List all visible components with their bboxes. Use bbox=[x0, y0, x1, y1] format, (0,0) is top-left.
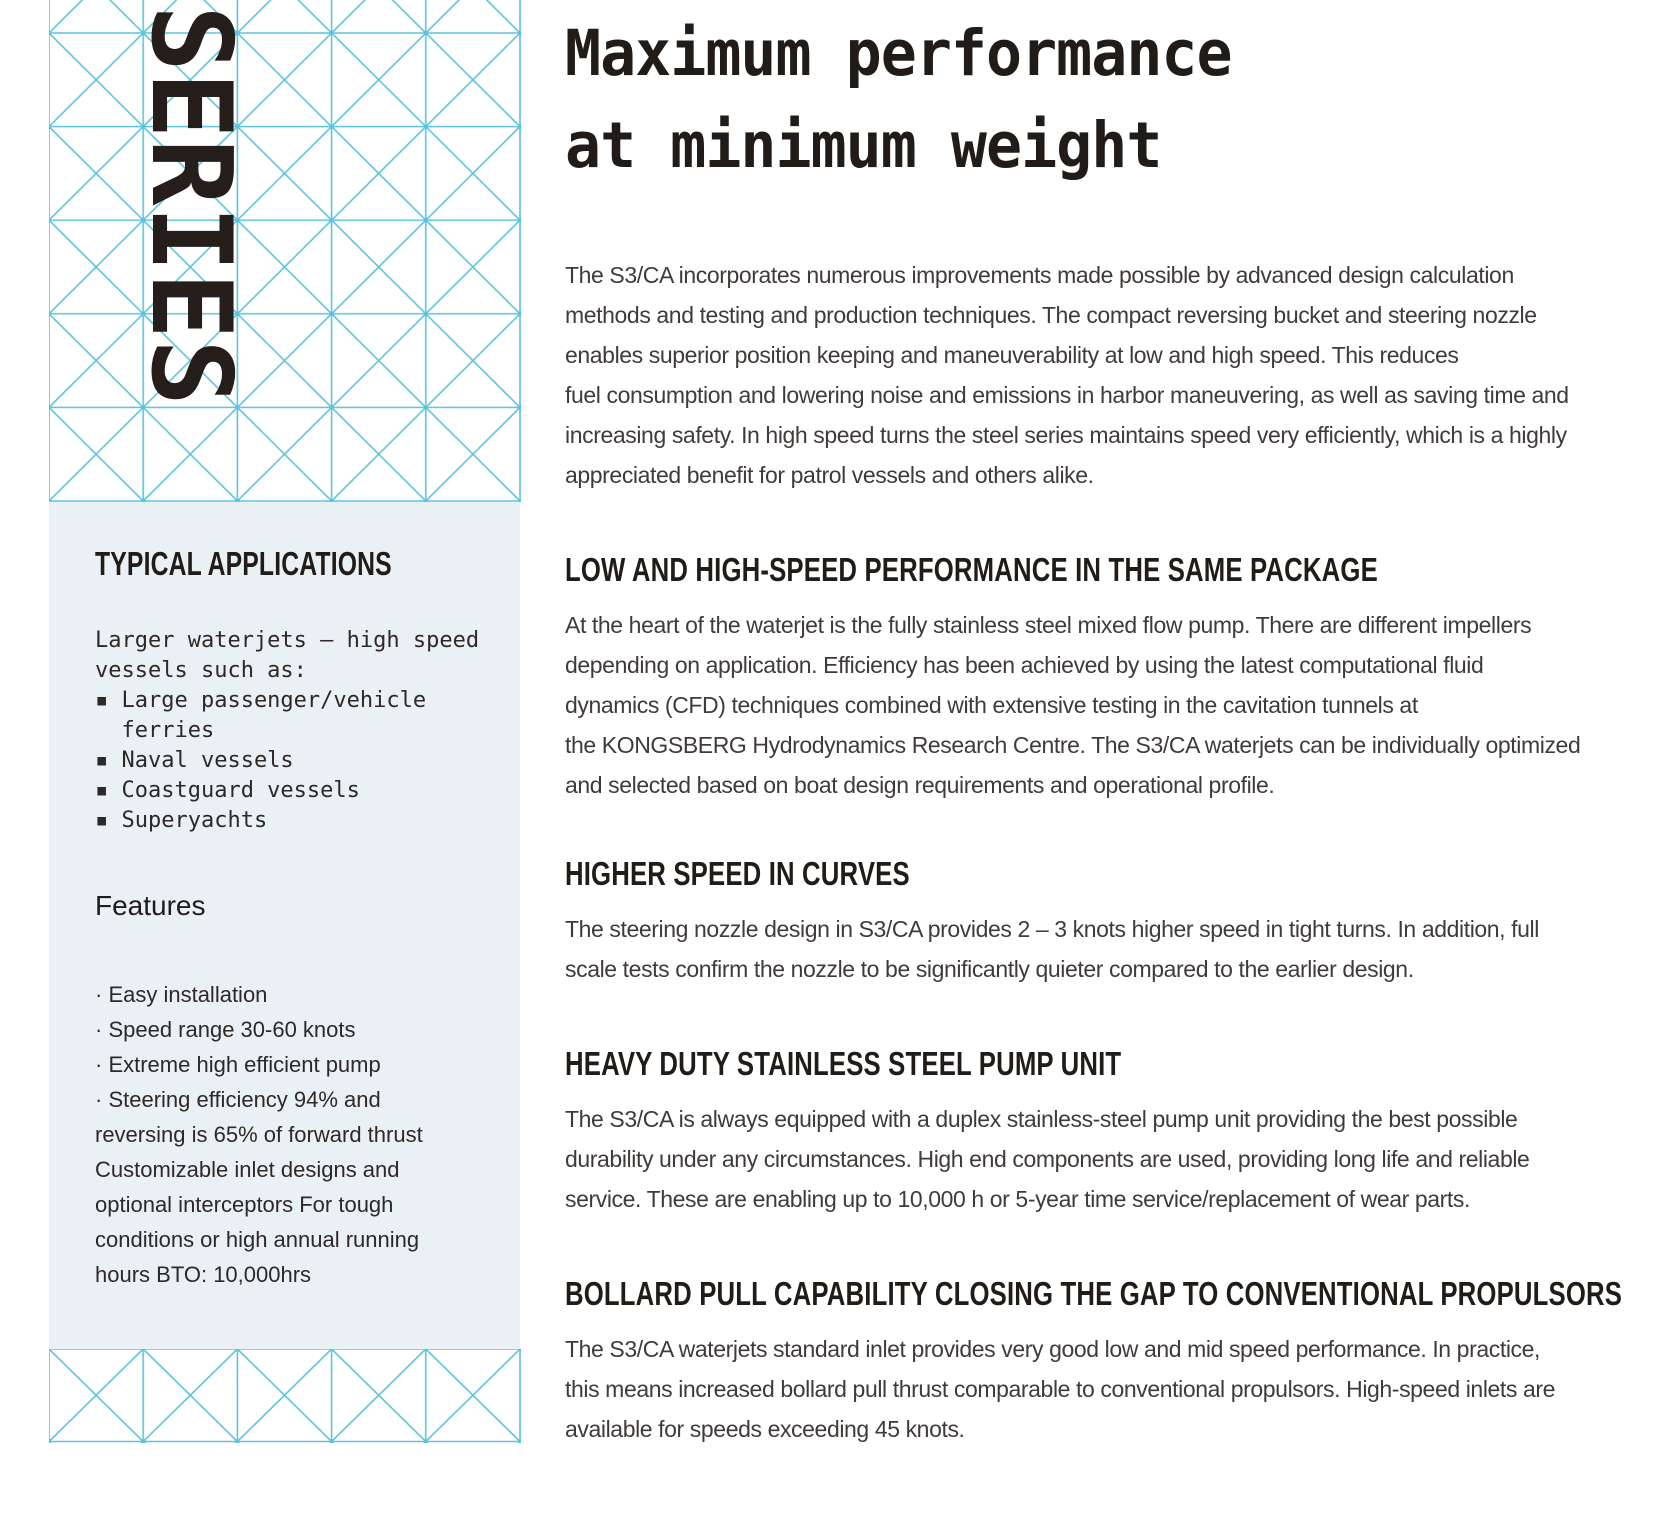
section-body: The steering nozzle design in S3/CA provides 2 – 3 knots higher speed in tight turns. In addition, full scale tests confirm the nozzle to be significantly quieter compared to the earlier design. bbox=[565, 916, 1539, 982]
section-heavy-duty-pump bbox=[565, 1045, 1529, 1219]
features-list: · Easy installation · Speed range 30-60 knots · Extreme high efficient pump · Steering efficiency 94% and reversing is 65% of forward thrust Customizable inlet designs and optional interceptors For tough conditions or high annual running hours BTO: 10,000hrs bbox=[95, 982, 423, 1287]
typical-applications-heading: TYPICAL APPLICATIONS bbox=[95, 545, 392, 582]
section-heading: BOLLARD PULL CAPABILITY CLOSING THE GAP TO CONVENTIONAL PROPULSORS bbox=[565, 1275, 1623, 1312]
section-heading: LOW AND HIGH-SPEED PERFORMANCE IN THE SAME PACKAGE bbox=[565, 551, 1378, 588]
section-body: The S3/CA is always equipped with a duplex stainless-steel pump unit providing the best possible durability under any circumstances. High end components are used, providing long life and reliable service. These are enabling up to 10,000 h or 5-year time service/replacement of wear parts. bbox=[565, 1106, 1530, 1212]
sidebar-info-panel bbox=[49, 502, 520, 1349]
section-body: At the heart of the waterjet is the fully stainless steel mixed flow pump. There are different impellers depending on application. Efficiency has been achieved by using the latest computational fluid dynamics (CFD) techniques combined with extensive testing in the cavitation tunnels at the KONGSBERG Hydrodynamics Research Centre. The S3/CA waterjets can be individually optimized and selected based on boat design requirements and operational profile. bbox=[565, 612, 1581, 798]
section-bollard-pull bbox=[565, 1275, 1660, 1449]
section-low-high-speed bbox=[565, 551, 1607, 805]
triangle-grid-pattern-top bbox=[49, 0, 521, 502]
features-heading: Features bbox=[95, 890, 206, 921]
section-heading: HEAVY DUTY STAINLESS STEEL PUMP UNIT bbox=[565, 1045, 1122, 1082]
section-body: The S3/CA waterjets standard inlet provides very good low and mid speed performance. In practice, this means increased bollard pull thrust comparable to conventional propulsors. High-speed inlets are available for speeds exceeding 45 knots. bbox=[565, 1336, 1556, 1442]
section-higher-speed-curves bbox=[565, 855, 1539, 989]
section-heading: HIGHER SPEED IN CURVES bbox=[565, 855, 910, 892]
intro-paragraph: The S3/CA incorporates numerous improvements made possible by advanced design calculation methods and testing and production techniques. The compact reversing bucket and steering nozzle enables superior position keeping and maneuverability at low and high speed. This reduces fuel consumption and lowering noise and emissions in harbor maneuvering, as well as saving time and increasing safety. In high speed turns the steel series maintains speed very efficiently, which is a highly appreciated benefit for patrol vessels and others alike. bbox=[565, 262, 1569, 488]
series-vertical-label: SERIES bbox=[126, 5, 255, 406]
triangle-grid-pattern-bottom bbox=[49, 1349, 521, 1443]
typical-applications-list: Larger waterjets – high speed vessels such as: ▪ Large passenger/vehicle ferries ▪ Naval vessels ▪ Coastguard vessels ▪ Superyachts bbox=[95, 628, 480, 833]
page-title: Maximum performance at minimum weight bbox=[565, 17, 1232, 182]
